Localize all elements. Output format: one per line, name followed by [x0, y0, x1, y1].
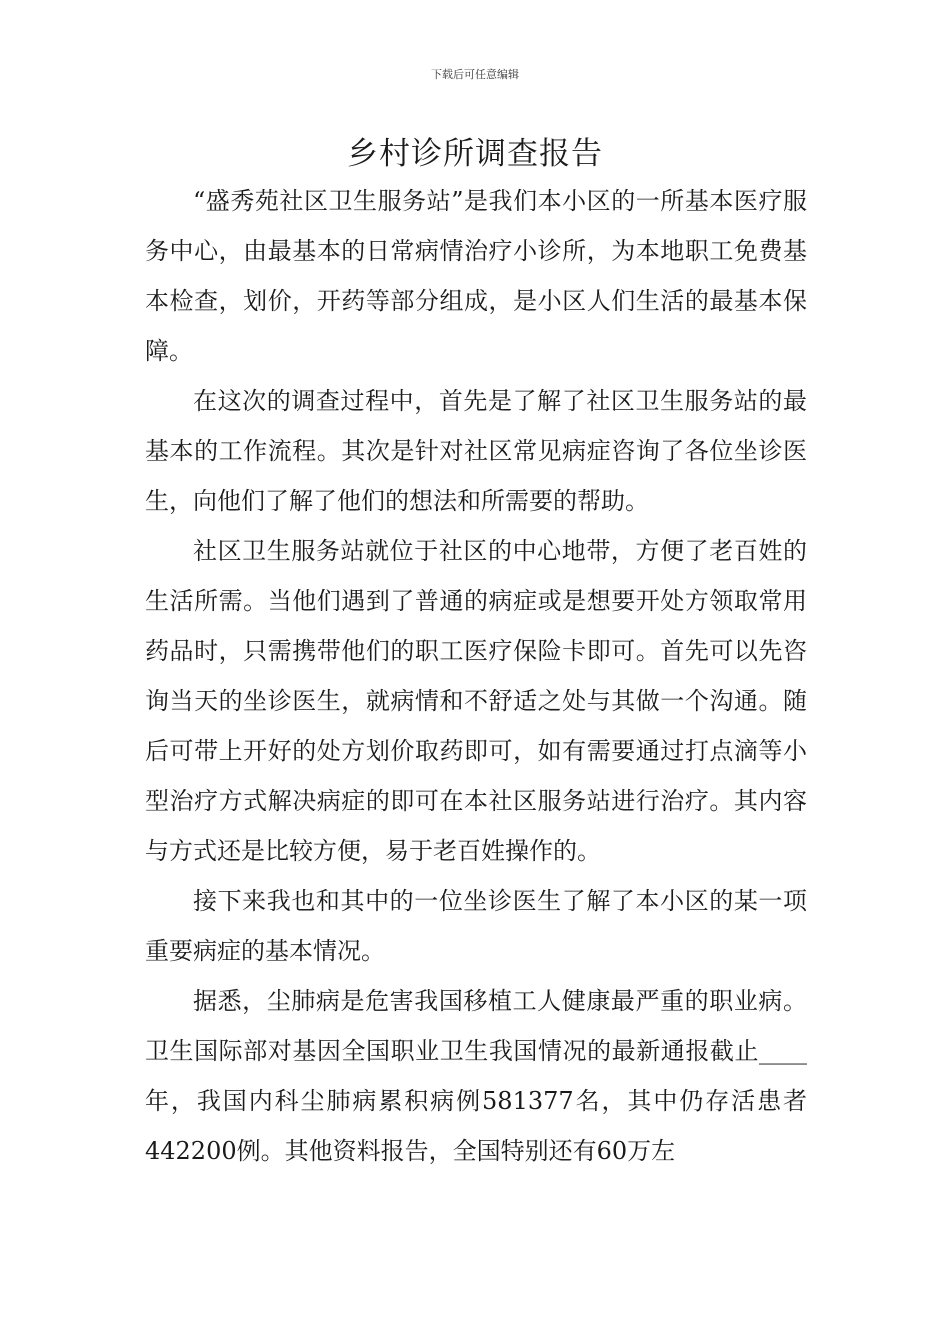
document-title: 乡村诊所调查报告 [347, 136, 603, 172]
paragraph-4: 接下来我也和其中的一位坐诊医生了解了本小区的某一项重要病症的基本情况。 [145, 887, 807, 965]
paragraph-1: “盛秀苑社区卫生服务站”是我们本小区的一所基本医疗服务中心，由最基本的日常病情治疗小诊所，为本地职工免费基本检查，划价，开药等部分组成，是小区人们生活的最基本保障。 [145, 187, 807, 365]
paragraph-2: 在这次的调查过程中，首先是了解了社区卫生服务站的最基本的工作流程。其次是针对社区常见病症咨询了各位坐诊医生，向他们了解了他们的想法和所需要的帮助。 [145, 387, 807, 515]
document-body [145, 176, 807, 1176]
paragraph-3: 社区卫生服务站就位于社区的中心地带，方便了老百姓的生活所需。当他们遇到了普通的病症或是想要开处方领取常用药品时，只需携带他们的职工医疗保险卡即可。首先可以先咨询当天的坐诊医生，就病情和不舒适之处与其做一个沟通。随后可带上开好的处方划价取药即可，如有需要通过打点滴等小型治疗方式解决病症的即可在本社区服务站进行治疗。其内容与方式还是比较方便，易于老百姓操作的。 [145, 537, 807, 865]
paragraph-5: 据悉，尘肺病是危害我国移植工人健康最严重的职业病。卫生国际部对基因全国职业卫生我国情况的最新通报截止____年，我国内科尘肺病累积病例581377名，其中仍存活患者442200例。其他资料报告，全国特别还有60万左 [145, 987, 807, 1165]
header-note: 下载后可任意编辑 [431, 68, 519, 81]
